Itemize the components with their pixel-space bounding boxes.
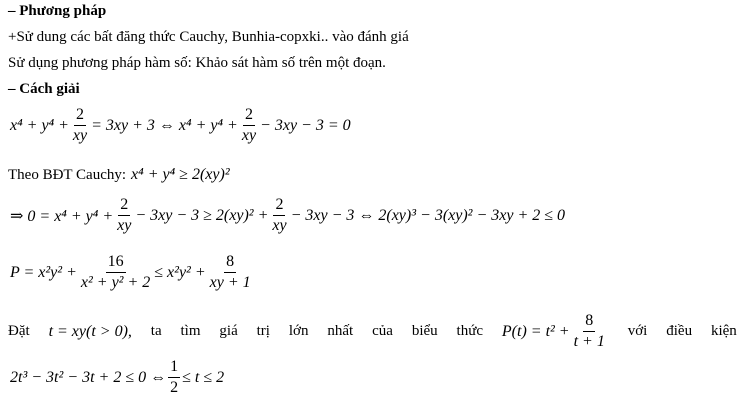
eq1-rhs-end: − 3xy − 3 = 0 [260,116,351,134]
word-thuc: thức [456,323,483,339]
eq1-frac2-den: xy [241,127,257,144]
eq1-lhs-end: = 3xy + 3 ⇔ x⁴ + y⁴ + [91,116,238,134]
eq2-start: ⇒ 0 = x⁴ + y⁴ + [10,207,114,225]
eq3-frac-den: x² + y² + 2 [80,274,151,291]
eq3-frac2-num: 8 [224,253,236,273]
word-ta: ta [150,323,162,339]
eq3-fraction-2 [208,253,253,292]
heading-solution: – Cách giải [8,81,80,97]
cauchy-label: Theo BĐT Cauchy: [8,167,127,183]
eq3-start: P = x²y² + [10,263,77,281]
eq2-fraction [115,196,133,235]
equation-2 [10,196,565,235]
pt-start: P(t) = t² + [501,322,570,340]
eq2-frac2-den: xy [272,217,287,234]
cauchy-line [8,166,230,184]
word-gia: giá [219,323,238,339]
equation-3 [10,253,255,292]
word-tim: tìm [180,323,201,339]
method-line-2: Sử dụng phương pháp hàm số: Khảo sát hàm số trên một đoạn. [8,55,386,71]
word-lon: lớn [288,323,309,339]
eq2-mid: − 3xy − 3 ≥ 2(xy)² + [135,206,269,224]
equation-4 [10,358,224,397]
eq1-frac-den: xy [72,127,88,144]
word-dieu: điều [666,323,693,339]
substitution: t = xy(t > 0), [48,322,132,340]
equation-1 [10,106,351,145]
eq3-frac-num: 16 [106,253,126,273]
eq2-end: − 3xy − 3 ⇔ 2(xy)³ − 3(xy)² − 3xy + 2 ≤ 0 [290,206,566,224]
eq1-fraction [71,106,89,145]
heading-method: – Phương pháp [8,3,107,19]
word-nhat: nhất [327,323,354,339]
cauchy-expression: x⁴ + y⁴ ≥ 2(xy)² [131,166,230,183]
pt-frac-num: 8 [583,312,595,332]
word-bieu: biểu [411,323,438,339]
word-tri: trị [256,323,270,339]
eq4-start: 2t³ − 3t² − 3t + 2 ≤ 0 ⇔ [10,368,167,386]
eq4-frac-num: 1 [168,358,180,378]
pt-frac-den: t + 1 [573,333,605,350]
pt-expression [502,312,609,351]
word-voi: với [627,323,648,339]
eq4-frac-den: 2 [170,379,179,396]
eq4-end: ≤ t ≤ 2 [182,368,225,386]
pt-fraction [572,312,607,351]
word-cua: của [372,323,393,339]
eq4-fraction [168,358,180,397]
last-paragraph [8,312,737,351]
eq3-frac2-den: xy + 1 [209,274,251,291]
method-line-1: +Sử dung các bất đăng thức Cauchy, Bunhia-copxki.. vào đánh giá [8,29,409,45]
eq1-frac-num: 2 [74,106,86,126]
eq2-fraction-2 [270,196,288,235]
eq2-frac-num: 2 [118,196,130,216]
word-kien: kiện [710,323,737,339]
eq2-frac-den: xy [117,217,132,234]
eq3-mid: ≤ x²y² + [154,263,206,281]
eq1-lhs-start: x⁴ + y⁴ + [10,116,69,134]
word-dat: Đặt [8,323,30,339]
eq1-frac2-num: 2 [243,106,255,126]
eq2-frac2-num: 2 [273,196,285,216]
eq3-fraction [79,253,152,292]
eq1-fraction-2 [240,106,258,145]
